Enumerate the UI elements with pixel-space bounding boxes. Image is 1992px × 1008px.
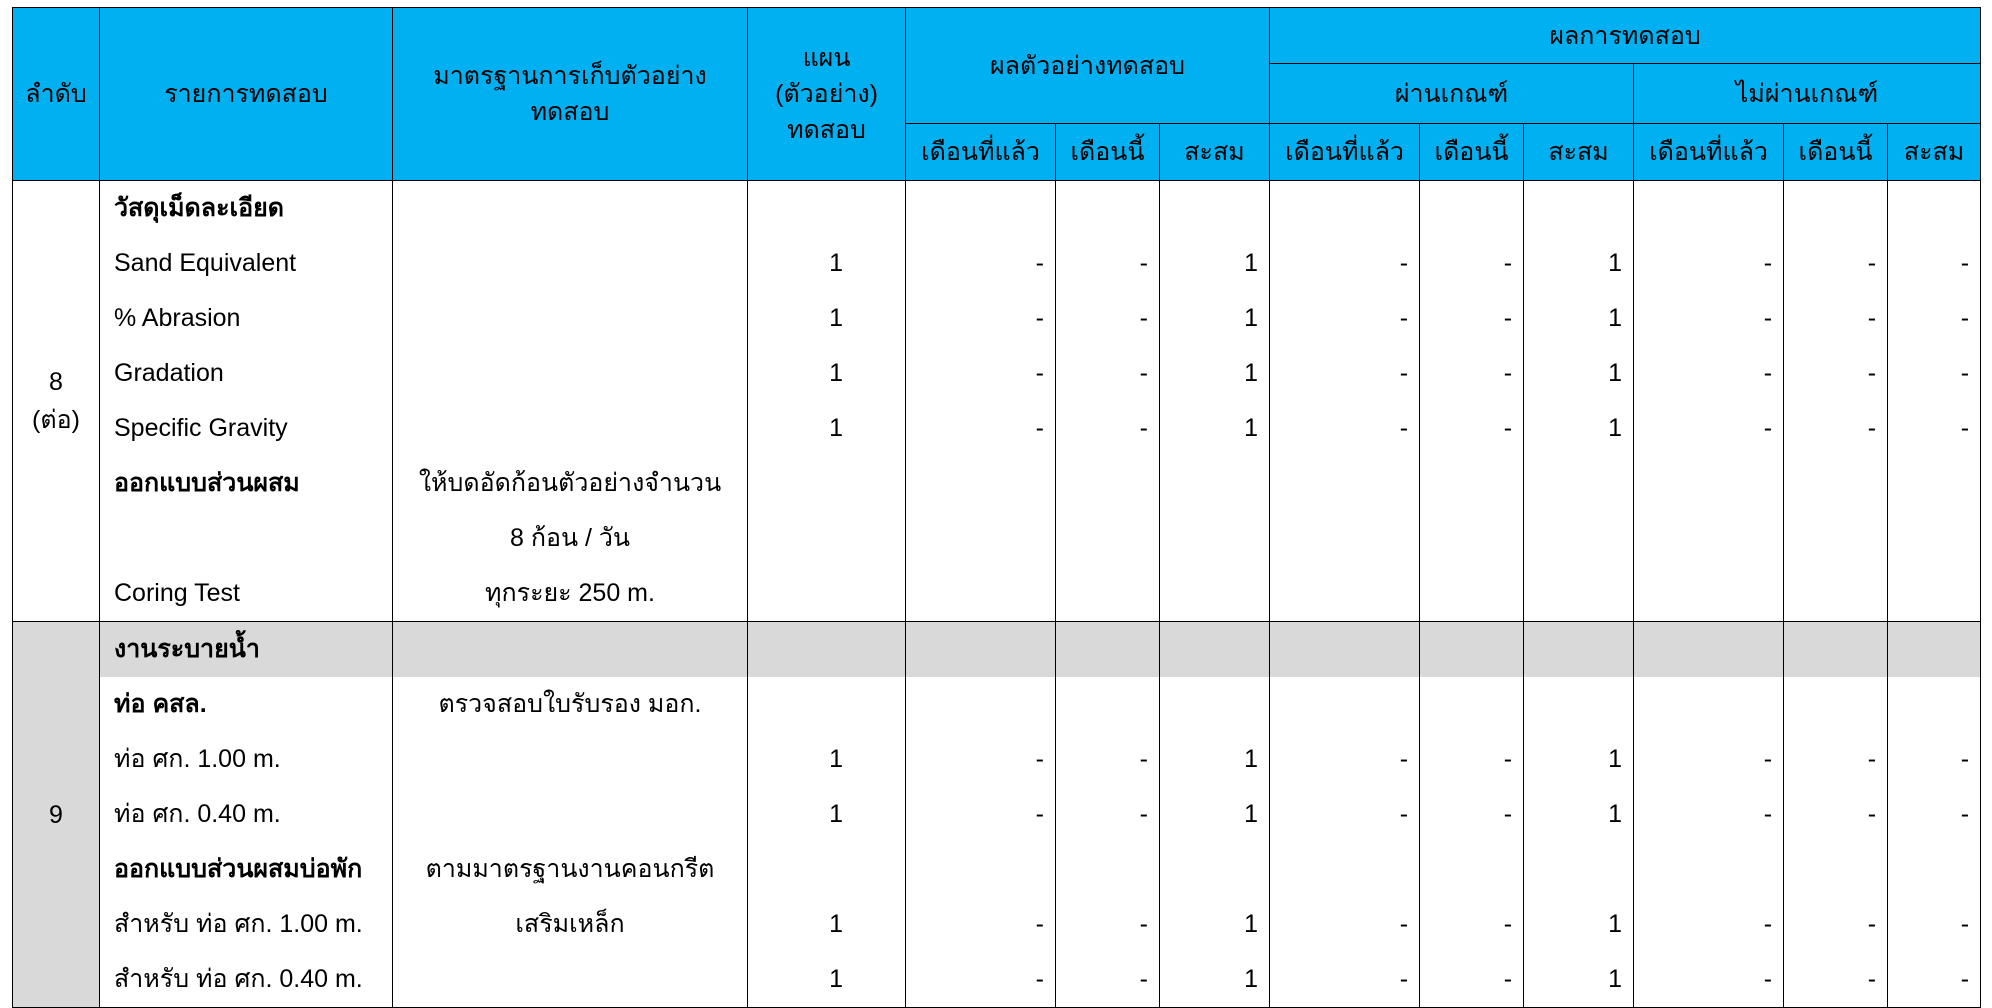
sample-result-this-month: - <box>1056 401 1160 456</box>
sample-result-this-month: - <box>1056 291 1160 346</box>
header-test-results: ผลการทดสอบ <box>1270 8 1981 64</box>
test-item-name: Sand Equivalent <box>100 236 393 291</box>
sample-result-cumulative <box>1160 566 1270 622</box>
sequence-number <box>13 622 100 1008</box>
test-item-name: % Abrasion <box>100 291 393 346</box>
sampling-standard <box>393 622 748 678</box>
sampling-standard: 8 ก้อน / วัน <box>393 511 748 566</box>
plan-count: 1 <box>748 732 906 787</box>
pass-result-last-month: - <box>1270 897 1420 952</box>
sample-result-last-month: - <box>906 346 1056 401</box>
sample-result-cumulative: 1 <box>1160 952 1270 1008</box>
fail-result-this-month <box>1784 511 1888 566</box>
section-heading: งานระบายน้ำ <box>100 622 393 678</box>
pass-result-cumulative: 1 <box>1524 236 1634 291</box>
sample-result-cumulative: 1 <box>1160 732 1270 787</box>
header-plan: แผน (ตัวอย่าง) ทดสอบ <box>748 8 906 181</box>
section-heading: ออกแบบส่วนผสมบ่อพัก <box>100 842 393 897</box>
pass-result-this-month <box>1420 622 1524 678</box>
test-item-name: Coring Test <box>100 566 393 622</box>
plan-count: 1 <box>748 236 906 291</box>
sample-result-cumulative <box>1160 622 1270 678</box>
sample-result-this-month <box>1056 842 1160 897</box>
fail-result-cumulative <box>1888 842 1981 897</box>
plan-count <box>748 677 906 732</box>
header-fail: ไม่ผ่านเกณฑ์ <box>1634 64 1981 124</box>
fail-result-cumulative <box>1888 566 1981 622</box>
pass-result-last-month <box>1270 566 1420 622</box>
table-row <box>13 291 1981 346</box>
sequence-number-value: 8 <box>49 368 63 396</box>
sample-result-cumulative: 1 <box>1160 897 1270 952</box>
pass-result-cumulative <box>1524 842 1634 897</box>
fail-result-last-month: - <box>1634 401 1784 456</box>
pass-result-cumulative: 1 <box>1524 346 1634 401</box>
pass-result-last-month: - <box>1270 236 1420 291</box>
fail-result-last-month <box>1634 181 1784 237</box>
sample-result-cumulative <box>1160 511 1270 566</box>
plan-count <box>748 511 906 566</box>
pass-result-this-month: - <box>1420 291 1524 346</box>
pass-result-this-month <box>1420 181 1524 237</box>
test-item-name: Specific Gravity <box>100 401 393 456</box>
sample-result-last-month <box>906 842 1056 897</box>
fail-result-this-month: - <box>1784 291 1888 346</box>
sample-result-last-month <box>906 181 1056 237</box>
sample-result-last-month <box>906 511 1056 566</box>
pass-result-last-month <box>1270 456 1420 511</box>
sampling-standard <box>393 787 748 842</box>
pass-result-last-month: - <box>1270 787 1420 842</box>
fail-result-this-month: - <box>1784 236 1888 291</box>
pass-result-last-month: - <box>1270 346 1420 401</box>
fail-result-cumulative <box>1888 456 1981 511</box>
table-row <box>13 236 1981 291</box>
sampling-standard <box>393 291 748 346</box>
header-sample-last-month: เดือนที่แล้ว <box>906 124 1056 181</box>
pass-result-this-month: - <box>1420 787 1524 842</box>
header-sample-results: ผลตัวอย่างทดสอบ <box>906 8 1270 124</box>
table-row <box>13 787 1981 842</box>
sample-result-last-month: - <box>906 952 1056 1008</box>
plan-count: 1 <box>748 346 906 401</box>
plan-count: 1 <box>748 291 906 346</box>
header-pass-cumulative: สะสม <box>1524 124 1634 181</box>
header-pass-last-month: เดือนที่แล้ว <box>1270 124 1420 181</box>
sample-result-cumulative: 1 <box>1160 346 1270 401</box>
pass-result-this-month: - <box>1420 732 1524 787</box>
fail-result-last-month: - <box>1634 897 1784 952</box>
test-item-name: ท่อ ศก. 0.40 m. <box>100 787 393 842</box>
pass-result-last-month: - <box>1270 732 1420 787</box>
pass-result-cumulative: 1 <box>1524 401 1634 456</box>
test-item-name <box>100 511 393 566</box>
sample-result-cumulative <box>1160 842 1270 897</box>
table-row <box>13 842 1981 897</box>
pass-result-this-month <box>1420 456 1524 511</box>
sample-result-last-month <box>906 677 1056 732</box>
pass-result-last-month: - <box>1270 401 1420 456</box>
header-seq: ลำดับ <box>13 8 100 181</box>
pass-result-cumulative <box>1524 566 1634 622</box>
fail-result-this-month: - <box>1784 732 1888 787</box>
header-fail-last-month: เดือนที่แล้ว <box>1634 124 1784 181</box>
table-row <box>13 952 1981 1008</box>
sampling-standard: ทุกระยะ 250 m. <box>393 566 748 622</box>
fail-result-last-month <box>1634 566 1784 622</box>
fail-result-cumulative <box>1888 677 1981 732</box>
header-sample-this-month: เดือนนี้ <box>1056 124 1160 181</box>
test-item-name: ท่อ ศก. 1.00 m. <box>100 732 393 787</box>
sample-result-this-month: - <box>1056 952 1160 1008</box>
pass-result-last-month <box>1270 181 1420 237</box>
sample-result-this-month: - <box>1056 346 1160 401</box>
fail-result-this-month: - <box>1784 897 1888 952</box>
header-pass: ผ่านเกณฑ์ <box>1270 64 1634 124</box>
plan-count <box>748 622 906 678</box>
sample-result-this-month <box>1056 566 1160 622</box>
fail-result-cumulative: - <box>1888 732 1981 787</box>
sample-result-this-month <box>1056 677 1160 732</box>
test-item-name: สำหรับ ท่อ ศก. 0.40 m. <box>100 952 393 1008</box>
pass-result-last-month: - <box>1270 291 1420 346</box>
sample-result-last-month: - <box>906 732 1056 787</box>
sample-result-this-month: - <box>1056 732 1160 787</box>
sample-result-cumulative <box>1160 181 1270 237</box>
fail-result-cumulative: - <box>1888 346 1981 401</box>
header-standard: มาตรฐานการเก็บตัวอย่าง ทดสอบ <box>393 8 748 181</box>
fail-result-last-month: - <box>1634 346 1784 401</box>
table-row <box>13 622 1981 678</box>
sampling-standard: ตามมาตรฐานงานคอนกรีต <box>393 842 748 897</box>
sampling-standard <box>393 346 748 401</box>
pass-result-this-month <box>1420 566 1524 622</box>
pass-result-this-month: - <box>1420 897 1524 952</box>
plan-count: 1 <box>748 897 906 952</box>
sampling-standard <box>393 732 748 787</box>
pass-result-last-month <box>1270 842 1420 897</box>
fail-result-cumulative <box>1888 181 1981 237</box>
fail-result-this-month: - <box>1784 787 1888 842</box>
fail-result-cumulative: - <box>1888 291 1981 346</box>
pass-result-cumulative: 1 <box>1524 732 1634 787</box>
header-fail-this-month: เดือนนี้ <box>1784 124 1888 181</box>
fail-result-this-month <box>1784 566 1888 622</box>
plan-count <box>748 566 906 622</box>
table-row <box>13 511 1981 566</box>
test-item-name: Gradation <box>100 346 393 401</box>
sample-result-this-month <box>1056 456 1160 511</box>
fail-result-cumulative <box>1888 622 1981 678</box>
fail-result-cumulative: - <box>1888 401 1981 456</box>
table-row <box>13 346 1981 401</box>
test-results-report <box>12 7 1980 1008</box>
sample-result-last-month <box>906 622 1056 678</box>
plan-count: 1 <box>748 401 906 456</box>
fail-result-last-month: - <box>1634 952 1784 1008</box>
table-body <box>13 181 1981 1008</box>
fail-result-cumulative: - <box>1888 787 1981 842</box>
pass-result-last-month <box>1270 511 1420 566</box>
pass-result-last-month: - <box>1270 952 1420 1008</box>
sample-result-this-month <box>1056 181 1160 237</box>
pass-result-last-month <box>1270 622 1420 678</box>
plan-count <box>748 181 906 237</box>
sequence-continued-label: (ต่อ) <box>32 406 80 434</box>
sample-result-this-month <box>1056 622 1160 678</box>
pass-result-this-month <box>1420 842 1524 897</box>
fail-result-last-month: - <box>1634 732 1784 787</box>
sample-result-cumulative: 1 <box>1160 401 1270 456</box>
sample-result-last-month: - <box>906 291 1056 346</box>
sample-result-last-month <box>906 456 1056 511</box>
sample-result-cumulative <box>1160 677 1270 732</box>
pass-result-this-month: - <box>1420 236 1524 291</box>
sample-result-this-month <box>1056 511 1160 566</box>
header-pass-this-month: เดือนนี้ <box>1420 124 1524 181</box>
sampling-standard: เสริมเหล็ก <box>393 897 748 952</box>
fail-result-last-month <box>1634 511 1784 566</box>
fail-result-last-month: - <box>1634 236 1784 291</box>
sample-result-cumulative: 1 <box>1160 787 1270 842</box>
fail-result-this-month <box>1784 622 1888 678</box>
sampling-standard: ให้บดอัดก้อนตัวอย่างจำนวน <box>393 456 748 511</box>
sample-result-last-month <box>906 566 1056 622</box>
table-row <box>13 181 1981 237</box>
pass-result-this-month <box>1420 511 1524 566</box>
section-heading: ท่อ คสล. <box>100 677 393 732</box>
sampling-standard: ตรวจสอบใบรับรอง มอก. <box>393 677 748 732</box>
plan-count: 1 <box>748 787 906 842</box>
sample-result-cumulative <box>1160 456 1270 511</box>
table-row <box>13 566 1981 622</box>
sample-result-this-month: - <box>1056 897 1160 952</box>
fail-result-last-month <box>1634 842 1784 897</box>
table-row <box>13 677 1981 732</box>
sample-result-last-month: - <box>906 787 1056 842</box>
plan-count <box>748 456 906 511</box>
test-item-name: สำหรับ ท่อ ศก. 1.00 m. <box>100 897 393 952</box>
header-item: รายการทดสอบ <box>100 8 393 181</box>
fail-result-cumulative <box>1888 511 1981 566</box>
sample-result-cumulative: 1 <box>1160 291 1270 346</box>
table-row <box>13 401 1981 456</box>
sampling-standard <box>393 401 748 456</box>
fail-result-this-month: - <box>1784 346 1888 401</box>
fail-result-this-month <box>1784 677 1888 732</box>
fail-result-last-month: - <box>1634 787 1784 842</box>
table-row <box>13 456 1981 511</box>
fail-result-last-month: - <box>1634 291 1784 346</box>
table-row <box>13 732 1981 787</box>
pass-result-cumulative: 1 <box>1524 787 1634 842</box>
fail-result-this-month <box>1784 842 1888 897</box>
pass-result-cumulative: 1 <box>1524 291 1634 346</box>
pass-result-this-month: - <box>1420 401 1524 456</box>
sequence-number-value: 9 <box>49 800 63 829</box>
sample-result-last-month: - <box>906 236 1056 291</box>
fail-result-last-month <box>1634 622 1784 678</box>
fail-result-this-month: - <box>1784 401 1888 456</box>
pass-result-cumulative <box>1524 181 1634 237</box>
pass-result-this-month: - <box>1420 346 1524 401</box>
fail-result-this-month <box>1784 456 1888 511</box>
sample-result-this-month: - <box>1056 787 1160 842</box>
sampling-standard <box>393 236 748 291</box>
fail-result-this-month <box>1784 181 1888 237</box>
pass-result-cumulative <box>1524 511 1634 566</box>
sequence-number <box>13 181 100 622</box>
pass-result-cumulative <box>1524 456 1634 511</box>
sampling-standard <box>393 181 748 237</box>
fail-result-this-month: - <box>1784 952 1888 1008</box>
pass-result-last-month <box>1270 677 1420 732</box>
plan-count: 1 <box>748 952 906 1008</box>
fail-result-cumulative: - <box>1888 897 1981 952</box>
pass-result-this-month <box>1420 677 1524 732</box>
section-heading: วัสดุเม็ดละเอียด <box>100 181 393 237</box>
pass-result-cumulative <box>1524 677 1634 732</box>
table-row <box>13 897 1981 952</box>
fail-result-last-month <box>1634 677 1784 732</box>
sampling-standard <box>393 952 748 1008</box>
pass-result-cumulative: 1 <box>1524 897 1634 952</box>
sample-result-cumulative: 1 <box>1160 236 1270 291</box>
header-sample-cumulative: สะสม <box>1160 124 1270 181</box>
pass-result-cumulative: 1 <box>1524 952 1634 1008</box>
header-fail-cumulative: สะสม <box>1888 124 1981 181</box>
test-results-table <box>12 7 1981 1008</box>
pass-result-cumulative <box>1524 622 1634 678</box>
pass-result-this-month: - <box>1420 952 1524 1008</box>
fail-result-cumulative: - <box>1888 952 1981 1008</box>
fail-result-cumulative: - <box>1888 236 1981 291</box>
fail-result-last-month <box>1634 456 1784 511</box>
table-header <box>13 8 1981 181</box>
sample-result-last-month: - <box>906 401 1056 456</box>
plan-count <box>748 842 906 897</box>
section-heading: ออกแบบส่วนผสม <box>100 456 393 511</box>
sample-result-last-month: - <box>906 897 1056 952</box>
sample-result-this-month: - <box>1056 236 1160 291</box>
